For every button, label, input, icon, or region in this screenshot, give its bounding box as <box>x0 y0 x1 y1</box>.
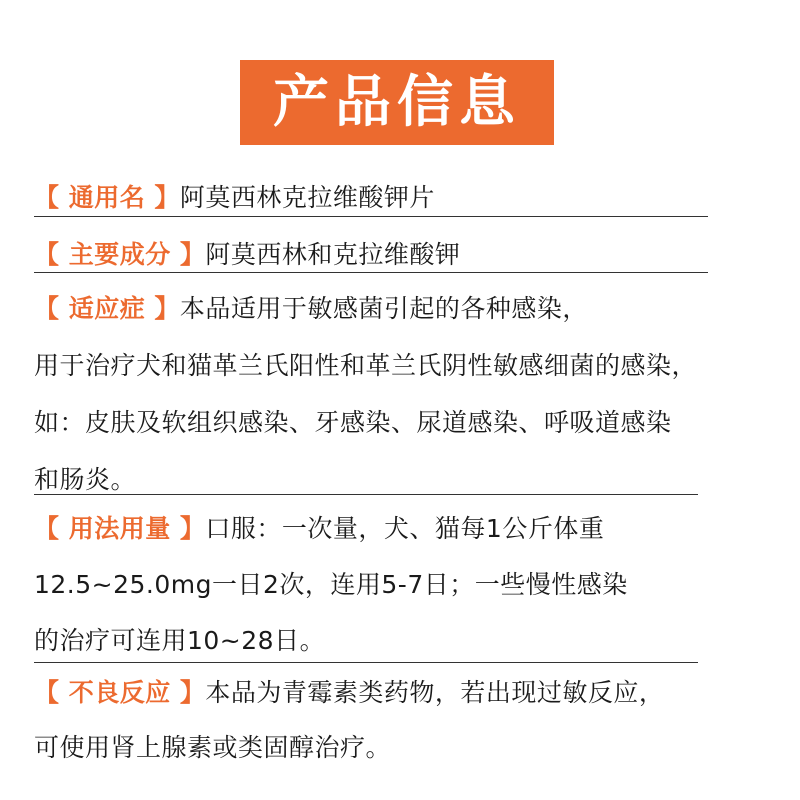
divider <box>34 272 708 273</box>
section-line: 用于治疗犬和猫革兰氏阳性和革兰氏阴性敏感细菌的感染， <box>34 351 698 380</box>
section-text: 本品适用于敏感菌引起的各种感染， <box>179 294 588 323</box>
section-generic-name <box>34 183 435 213</box>
section-line <box>34 678 664 708</box>
section-main-ingredients <box>34 240 460 270</box>
section-text: 本品为青霉素类药物，若出现过敏反应， <box>205 678 665 707</box>
section-line <box>34 240 460 270</box>
title-banner <box>240 60 554 145</box>
divider <box>34 662 698 663</box>
section-line <box>34 514 628 544</box>
section-line: 12.5~25.0mg一日2次，连用5-7日；一些慢性感染 <box>34 570 628 599</box>
page-title: 产品信息 <box>273 69 521 135</box>
section-line <box>34 294 697 324</box>
section-label: 【 用法用量 】 <box>34 514 206 543</box>
section-text: 阿莫西林和克拉维酸钾 <box>205 240 461 269</box>
divider <box>34 494 698 495</box>
section-text: 口服：一次量，犬、猫每1公斤体重 <box>205 514 605 543</box>
section-label: 【 主要成分 】 <box>34 240 206 269</box>
section-label: 【 适应症 】 <box>34 294 180 323</box>
section-label: 【 通用名 】 <box>34 183 180 212</box>
section-line: 如：皮肤及软组织感染、牙感染、尿道感染、呼吸道感染 <box>34 408 672 437</box>
section-adverse-reactions <box>34 678 664 763</box>
section-label: 【 不良反应 】 <box>34 678 206 707</box>
divider <box>34 216 708 217</box>
section-line <box>34 183 435 213</box>
section-indications <box>34 294 697 495</box>
section-line: 可使用肾上腺素或类固醇治疗。 <box>34 733 392 762</box>
section-dosage <box>34 514 628 656</box>
section-line: 和肠炎。 <box>34 465 137 494</box>
section-line: 的治疗可连用10~28日。 <box>34 626 326 655</box>
section-text: 阿莫西林克拉维酸钾片 <box>179 183 435 212</box>
